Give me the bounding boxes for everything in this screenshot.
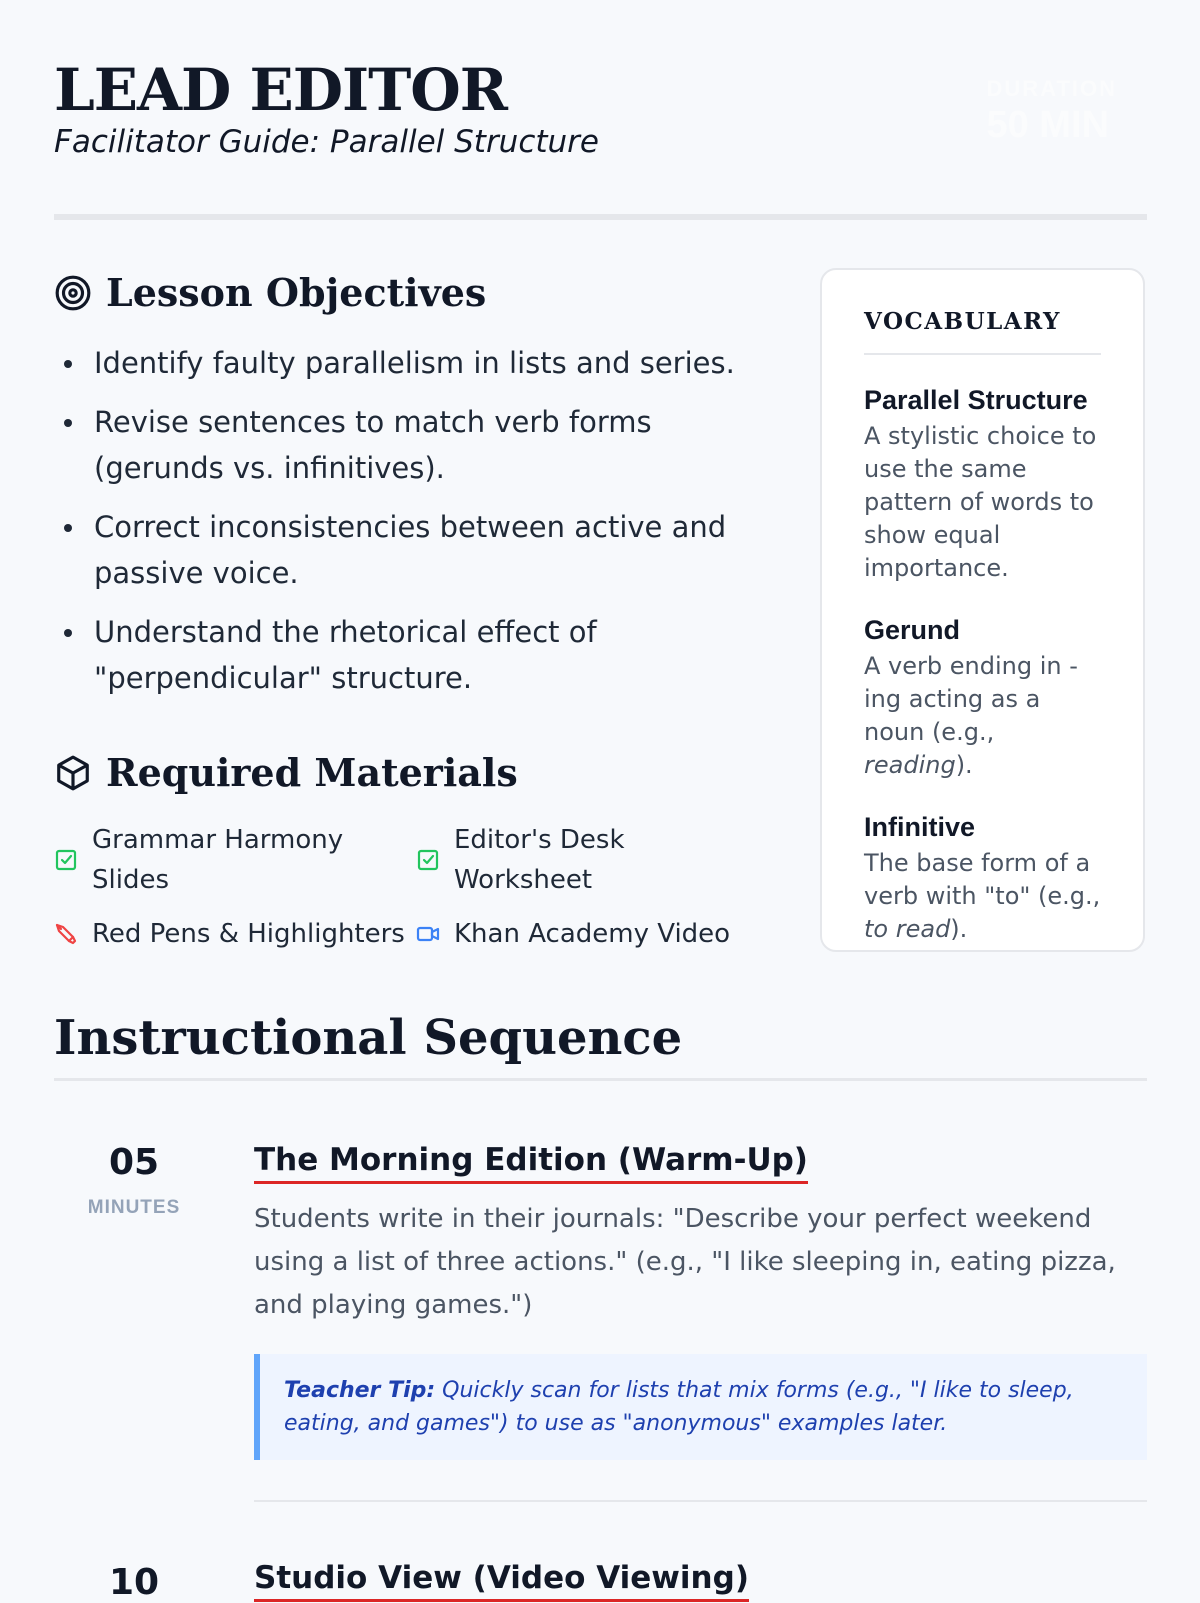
- material-label: Khan Academy Video: [454, 919, 731, 949]
- page: [54, 0, 1147, 1603]
- term-example: to read: [864, 915, 951, 943]
- term-name: Infinitive: [864, 812, 976, 842]
- step-description: Students write in their journals: "Describe your perfect weekend using a list of three actions." (e.g., "I like sleeping in, eating pizza, and playing games."): [254, 1204, 1116, 1320]
- term-definition-text: The base form of a verb with "to" (e.g.,: [864, 849, 1101, 910]
- vocab-term: [864, 812, 1101, 946]
- material-item: [416, 914, 730, 954]
- objectives-heading: Lesson Objectives: [106, 270, 487, 315]
- vocab-term: [864, 615, 1101, 782]
- material-item: [54, 914, 405, 954]
- pen-icon: [54, 922, 78, 946]
- checkbox-icon: [54, 848, 78, 872]
- divider: [54, 1078, 1147, 1081]
- tip-label: Teacher Tip:: [284, 1378, 436, 1403]
- term-example: reading: [864, 751, 956, 779]
- teacher-tip: [254, 1354, 1147, 1460]
- step-duration: [54, 1562, 214, 1603]
- objective-item: Identify faulty parallelism in lists and series.: [54, 340, 754, 386]
- step-title: Studio View (Video Viewing): [254, 1558, 749, 1602]
- page-subtitle: Facilitator Guide: Parallel Structure: [54, 124, 599, 160]
- materials-header: [54, 750, 518, 795]
- step-time-unit: MINUTES: [87, 1197, 181, 1218]
- term-name: Parallel Structure: [864, 385, 1088, 415]
- objective-item: Correct inconsistencies between active and passive voice.: [54, 504, 754, 596]
- material-label: Grammar Harmony Slides: [92, 825, 344, 895]
- checkbox-icon: [416, 848, 440, 872]
- target-icon: [54, 274, 92, 312]
- term-definition-end: ).: [955, 751, 973, 779]
- vocabulary-card: [820, 268, 1145, 952]
- step-time-number: 05: [108, 1142, 160, 1183]
- materials-heading: Required Materials: [106, 750, 518, 795]
- term-name: Gerund: [864, 615, 961, 645]
- vocab-term: [864, 385, 1101, 585]
- divider: [254, 1500, 1147, 1502]
- box-icon: [54, 754, 92, 792]
- material-label: Editor's Desk Worksheet: [454, 825, 625, 895]
- material-label: Red Pens & Highlighters: [92, 919, 405, 949]
- objective-item: Revise sentences to match verb forms (gerunds vs. infinitives).: [54, 399, 754, 491]
- term-definition: [864, 847, 1101, 946]
- step-duration: [54, 1142, 214, 1219]
- sequence-heading: Instructional Sequence: [54, 1010, 683, 1066]
- objectives-header: [54, 270, 486, 315]
- duration-label: DURATION: [986, 76, 1117, 101]
- term-definition: A stylistic choice to use the same pattern of words to show equal importance.: [864, 422, 1097, 582]
- duration-value: 50 MIN: [986, 104, 1110, 146]
- step-title: The Morning Edition (Warm-Up): [254, 1140, 808, 1184]
- step-time-number: 10: [108, 1562, 160, 1603]
- material-item: [54, 820, 374, 900]
- objective-item: Understand the rhetorical effect of "perpendicular" structure.: [54, 609, 754, 701]
- term-definition-end: ).: [950, 915, 968, 943]
- term-definition: [864, 650, 1101, 782]
- tip-text: Quickly scan for lists that mix forms (e.g., "I like to sleep, eating, and games") to use as "anonymous" examples later.: [284, 1378, 1074, 1436]
- term-definition-text: A verb ending in -ing acting as a noun (e.g.,: [864, 652, 1078, 746]
- objectives-list: [54, 340, 754, 714]
- video-icon: [416, 922, 440, 946]
- page-title: LEAD EDITOR: [54, 56, 507, 124]
- material-item: [416, 820, 716, 900]
- duration-badge: [987, 76, 1117, 147]
- vocabulary-heading: VOCABULARY: [864, 308, 1101, 355]
- header: [54, 0, 1147, 220]
